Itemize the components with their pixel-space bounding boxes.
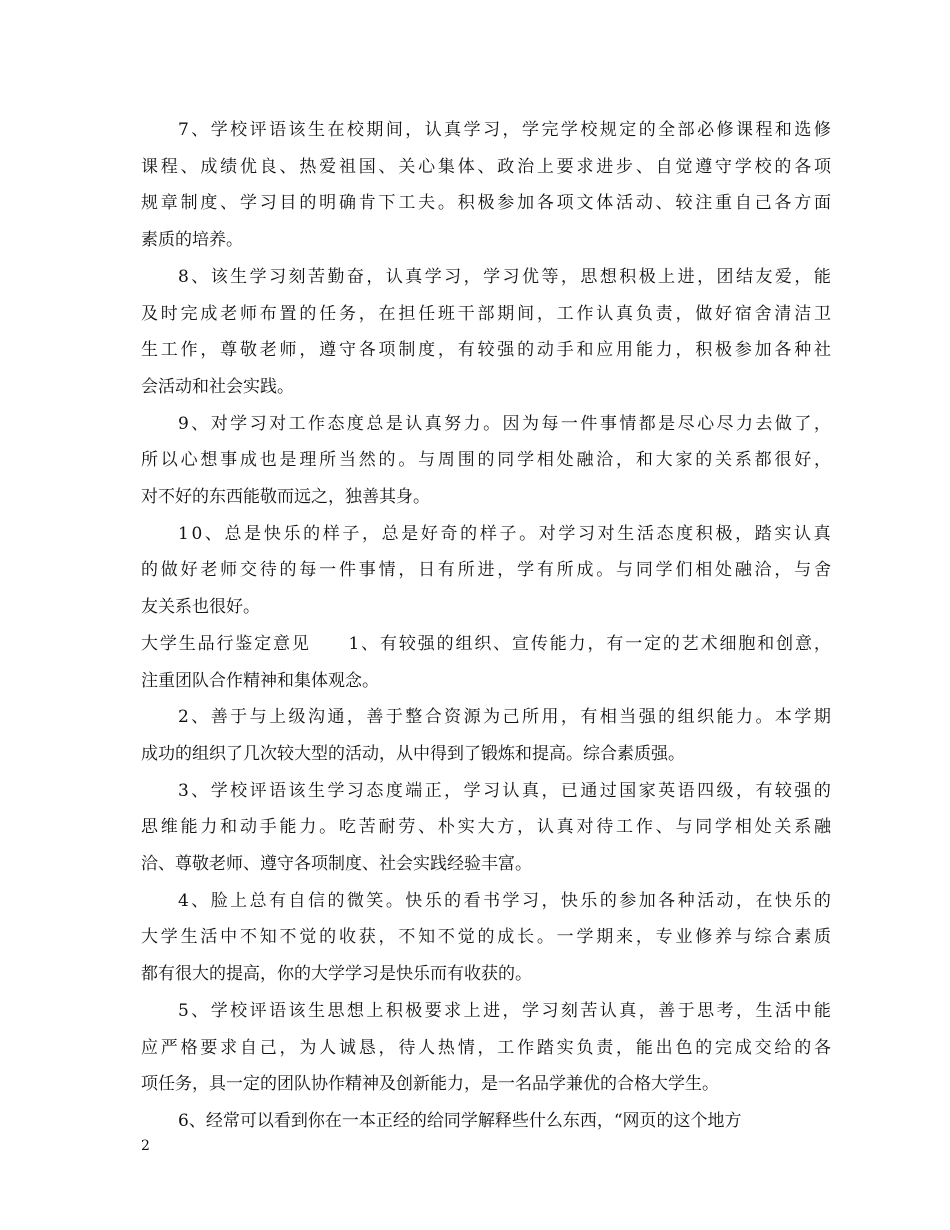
text-line: 课程、成绩优良、热爱祖国、关心集体、政治上要求进步、自觉遵守学校的各项	[141, 156, 834, 177]
text-line: 应严格要求自己，为人诚恳，待人热情，工作踏实负责，能出色的完成交给的各	[141, 1037, 834, 1058]
text-line: 及时完成老师布置的任务，在担任班干部期间，工作认真负责，做好宿舍清洁卫	[141, 303, 834, 324]
text-line: 思维能力和动手能力。吃苦耐劳、朴实大方，认真对待工作、与同学相处关系融	[141, 817, 834, 838]
text-line: 素质的培养。	[141, 230, 243, 251]
text-line: 都有很大的提高，你的大学学习是快乐而有收获的。	[141, 964, 532, 985]
text-line: 友关系也很好。	[141, 597, 260, 618]
text-line: 所以心想事成也是理所当然的。与周围的同学相处融洽，和大家的关系都很好，	[141, 450, 834, 471]
text-line: 对不好的东西能敬而远之，独善其身。	[141, 487, 430, 507]
text-line: 的做好老师交待的每一件事情，日有所进，学有所成。与同学们相处融洽，与舍	[141, 560, 834, 581]
text-line: 项任务，具一定的团队协作精神及创新能力，是一名品学兼优的合格大学生。	[141, 1074, 719, 1095]
text-line: 3、学校评语该生学习态度端正，学习认真，已通过国家英语四级，有较强的	[178, 780, 834, 801]
text-line: 5、学校评语该生思想上积极要求上进，学习刻苦认真，善于思考，生活中能	[178, 1000, 834, 1021]
text-line: 10、总是快乐的样子，总是好奇的样子。对学习对生活态度积极，踏实认真	[178, 523, 834, 544]
text-line: 大学生活中不知不觉的收获，不知不觉的成长。一学期来，专业修养与综合素质	[141, 927, 834, 948]
text-line: 洽、尊敬老师、遵守各项制度、社会实践经验丰富。	[141, 854, 532, 874]
text-line: 规章制度、学习目的明确肯下工夫。积极参加各项文体活动、较注重自己各方面	[141, 193, 834, 214]
text-line: 成功的组织了几次较大型的活动，从中得到了锻炼和提高。综合素质强。	[141, 743, 685, 764]
text-line: 生工作，尊敬老师，遵守各项制度，有较强的动手和应用能力，积极参加各种社	[141, 340, 834, 361]
text-line: 6、经常可以看到你在一本正经的给同学解释些什么东西，“网页的这个地方	[178, 1110, 742, 1131]
text-line: 7、学校评语该生在校期间，认真学习，学完学校规定的全部必修课程和选修	[178, 120, 834, 140]
text-line: 4、脸上总有自信的微笑。快乐的看书学习，快乐的参加各种活动，在快乐的	[178, 890, 834, 911]
text-line: 大学生品行鉴定意见 1、有较强的组织、宣传能力，有一定的艺术细胞和创意，	[141, 633, 833, 654]
text-line: 2、善于与上级沟通，善于整合资源为己所用，有相当强的组织能力。本学期	[178, 707, 834, 728]
text-line: 会活动和社会实践。	[141, 376, 294, 397]
text-line: 注重团队合作精神和集体观念。	[141, 670, 379, 691]
text-line: 8、该生学习刻苦勤奋，认真学习，学习优等，思想积极上进，团结友爱，能	[178, 266, 834, 287]
page-number: 2	[141, 1138, 150, 1154]
text-line: 9、对学习对工作态度总是认真努力。因为每一件事情都是尽心尽力去做了，	[178, 413, 834, 434]
